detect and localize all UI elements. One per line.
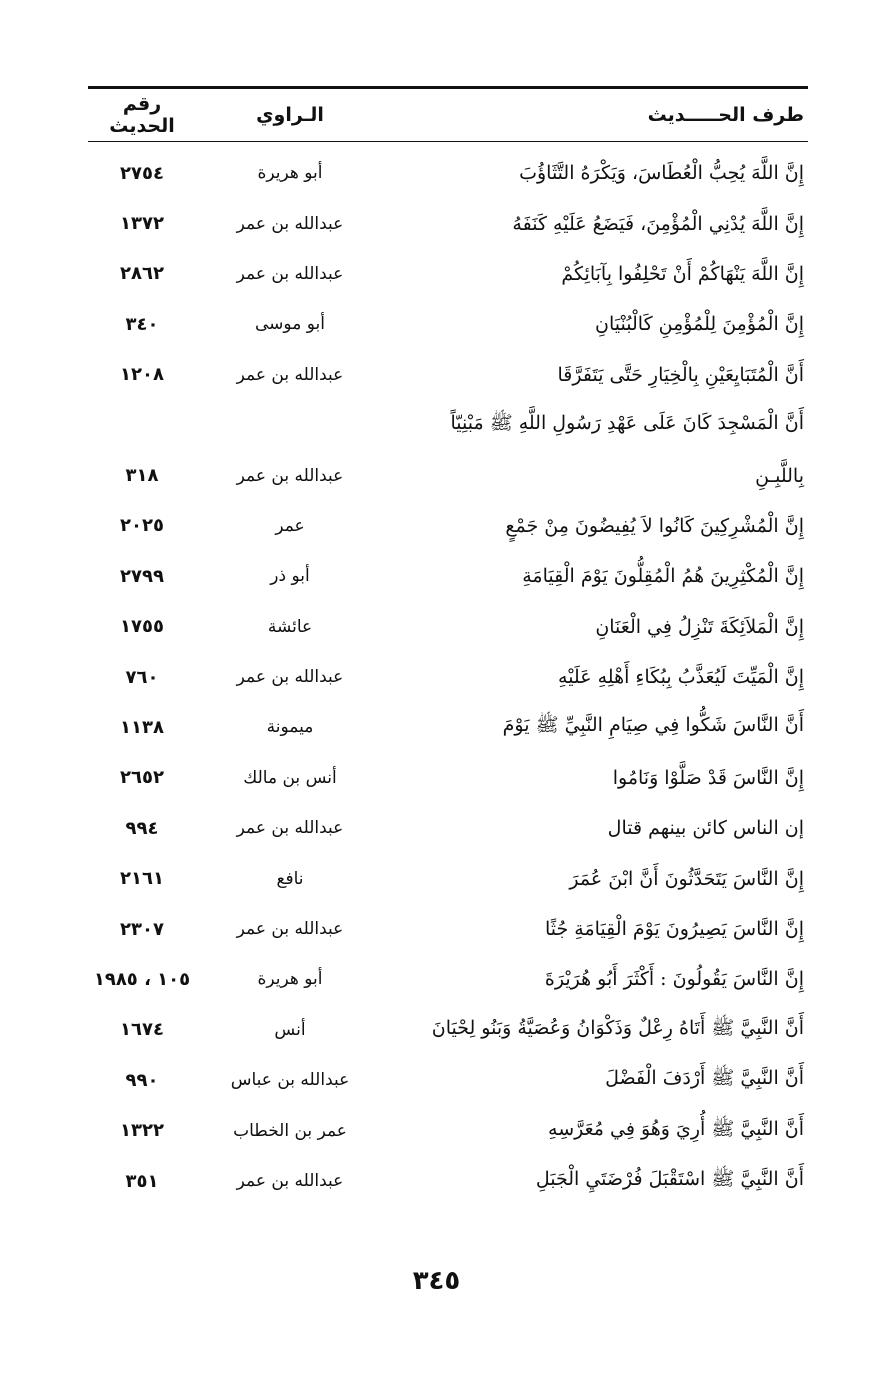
table-row [88,1055,808,1105]
hadith-text: إِنَّ الْمُكْثِرِينَ هُمُ الْمُقِلُّونَ يَوْمَ الْقِيَامَةِ [522,565,804,588]
hadith-text: إِنَّ اللَّهَ يَنْهَاكُمْ أَنْ تَحْلِفُوا بِآبَائِكُمْ [561,262,804,285]
header-narrator: الـراوي [256,104,324,126]
hadith-text: إِنَّ النَّاسَ قَدْ صَلَّوْا وَنَامُوا [612,766,804,789]
table-row [88,602,808,652]
hadith-text: أَنَّ النَّبِيَّ ﷺ أُرِيَ وَهُوَ فِي مُعَرَّسِهِ [548,1117,804,1140]
hadith-text: إِنَّ اللَّهَ يُدْنِي الْمُؤْمِنَ، فَيَضَعُ عَلَيْهِ كَنَفَهُ [512,212,804,235]
page-number: ٣٤٥ [412,1266,461,1296]
table-row [88,753,808,803]
hadith-number: ٩٩٤ [125,817,159,839]
hadith-number: ٧٦٠ [125,666,159,688]
hadith-number: ٢٨٦٢ [120,263,164,285]
hadith-number: ١٦٧٤ [120,1019,164,1041]
hadith-number: ١٢٠٨ [120,364,164,386]
narrator-name: عبدالله بن عمر [236,667,344,688]
hadith-number: ٢٧٥٤ [120,162,164,184]
table-row [88,652,808,702]
hadith-number: ١٠٥ ، ١٩٨٥ [93,968,191,990]
table-body [88,142,808,1206]
narrator-name: عمر [275,515,305,536]
hadith-number: ٩٩٠ [125,1069,159,1091]
header-hadith: طرف الحـــــديث [647,104,804,126]
narrator-name: أبو هريرة [257,969,323,990]
narrator-name: عبدالله بن عمر [236,818,344,839]
hadith-index-table [88,86,808,1206]
hadith-number: ٢٦٥٢ [120,767,164,789]
table-row [88,350,808,400]
hadith-text: إِنَّ الْمَلاَئِكَةَ تَنْزِلُ فِي الْعَنَانِ [595,615,804,638]
hadith-text: إِنَّ النَّاسَ يَصِيرُونَ يَوْمَ الْقِيَامَةِ جُثًا [544,918,804,941]
narrator-name: عمر بن الخطاب [233,1120,347,1141]
table-row [88,1105,808,1155]
narrator-name: عبدالله بن عمر [236,213,344,234]
table-row [88,148,808,198]
narrator-name: عبدالله بن عمر [236,919,344,940]
table-row [88,299,808,349]
hadith-number: ٢١٦١ [120,868,164,890]
table-row [88,1005,808,1055]
hadith-number: ١٧٥٥ [120,616,164,638]
hadith-text: إِنَّ الْمَيِّتَ لَيُعَذَّبُ بِبُكَاءِ أَهْلِهِ عَلَيْهِ [558,666,804,689]
table-header [88,89,808,141]
hadith-text: بِاللَّبِـنِ [755,464,804,487]
table-row [88,450,808,500]
hadith-number: ٣١٨ [125,465,159,487]
table-row [88,198,808,248]
table-row [88,551,808,601]
table-row [88,501,808,551]
hadith-text: إِنَّ الْمُؤْمِنَ لِلْمُؤْمِنِ كَالْبُنْيَانِ [595,313,804,336]
narrator-name: أنس بن مالك [243,767,337,788]
hadith-number: ٣٤٠ [125,313,159,335]
hadith-text: أَنَّ النَّبِيَّ ﷺ أَتَاهُ رِعْلٌ وَذَكْوَانُ وَعُصَيَّةُ وَبَنُو لِحْيَانَ [431,1016,804,1039]
header-number: رقم الحديث [109,93,175,137]
hadith-number: ٣٥١ [125,1170,159,1192]
narrator-name: نافع [276,868,304,889]
table-row [88,702,808,752]
table-row [88,249,808,299]
table-row [88,904,808,954]
hadith-text: أَنَّ النَّبِيَّ ﷺ أَرْدَفَ الْفَضْلَ [605,1067,804,1090]
hadith-number: ١١٣٨ [120,716,164,738]
hadith-number: ٢٠٢٥ [120,515,164,537]
hadith-text: إِنَّ النَّاسَ يَقُولُونَ : أَكْثَرَ أَبُو هُرَيْرَةَ [544,968,804,991]
hadith-number: ١٣٢٢ [120,1120,164,1142]
narrator-name: أبو ذر [270,566,310,587]
table-row [88,853,808,903]
narrator-name: عبدالله بن عمر [236,263,344,284]
hadith-text: أَنَّ الْمُتَبَايِعَيْنِ بِالْخِيَارِ حَتَّى يَتَفَرَّقَا [557,363,804,386]
table-row [88,803,808,853]
narrator-name: عبدالله بن عمر [236,364,344,385]
hadith-text: أَنَّ النَّاسَ شَكُّوا فِي صِيَامِ النَّبِيِّ ﷺ يَوْمَ [502,714,804,737]
narrator-name: أبو موسى [255,314,325,335]
table-row [88,400,808,450]
narrator-name: عبدالله بن عمر [236,465,344,486]
hadith-text: أَنَّ النَّبِيَّ ﷺ اسْتَقْبَلَ فُرْضَتَيِ الْجَبَلِ [535,1168,804,1190]
narrator-name: ميمونة [266,717,314,738]
narrator-name: عبدالله بن عمر [236,1171,344,1191]
hadith-text: إِنَّ الْمُشْرِكِينَ كَانُوا لاَ يُفِيضُونَ مِنْ جَمْعٍ [505,514,804,537]
narrator-name: عبدالله بن عباس [230,1070,350,1091]
table-row [88,1156,808,1206]
hadith-text: إِنَّ النَّاسَ يَتَحَدَّثُونَ أَنَّ ابْنَ عُمَرَ [569,867,804,890]
hadith-number: ٢٧٩٩ [120,565,164,587]
narrator-name: أنس [274,1019,306,1040]
hadith-number: ٢٣٠٧ [120,918,164,940]
table-row [88,954,808,1004]
narrator-name: أبو هريرة [257,163,323,184]
narrator-name: عائشة [267,616,313,637]
hadith-text: أَنَّ الْمَسْجِدَ كَانَ عَلَى عَهْدِ رَسُولِ اللَّهِ ﷺ مَبْنِيّاً [450,412,804,435]
hadith-text: إن الناس كائن بينهم قتال [607,817,804,840]
hadith-number: ١٣٧٢ [120,213,164,235]
hadith-text: إِنَّ اللَّهَ يُحِبُّ الْعُطَاسَ، وَيَكْرَهُ التَّثَاؤُبَ [519,162,804,185]
